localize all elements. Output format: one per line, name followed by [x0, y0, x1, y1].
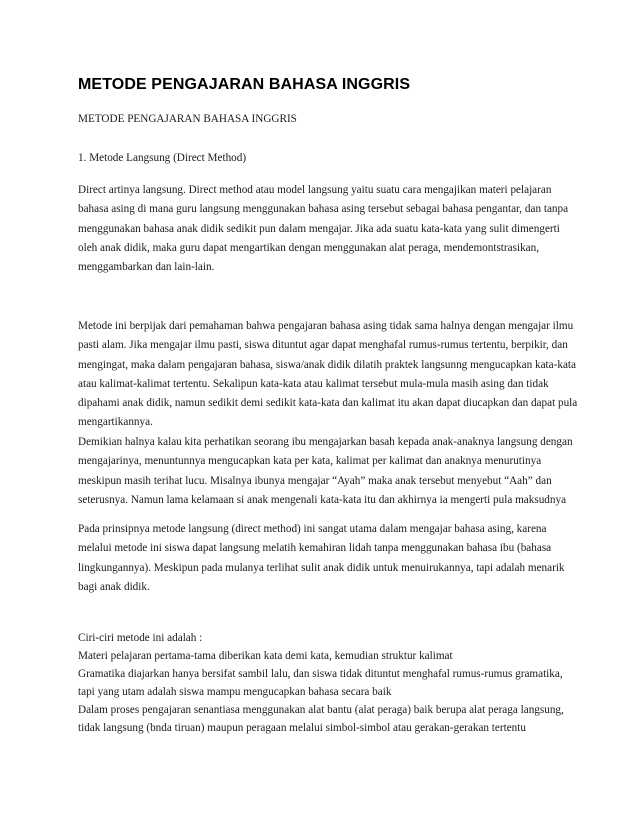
list-intro: Ciri-ciri metode ini adalah :	[78, 632, 203, 644]
section-heading: 1. Metode Langsung (Direct Method)	[78, 152, 247, 164]
paragraph: Demikian halnya kalau kita perhatikan seorang ibu mengajarkan basah kepada anak-anaknya langsung dengan mengajarinya, menuntunnya mengucapkan kata per kata, kalimat per kalimat dan anaknya menurutinya meskipun masih terihat lucu. Misalnya ibunya mengajar “Ayah” maka anak tersebut menyebut “Aah” dan seterusnya. Namun lama kelamaan si anak mengenali kata-kata itu dan akhirnya ia mengerti pula maksudnya	[78, 436, 573, 506]
document-title: METODE PENGAJARAN BAHASA INGGRIS	[78, 76, 411, 93]
list-item: Dalam proses pengajaran senantiasa menggunakan alat bantu (alat peraga) baik berupa alat peraga langsung, tidak langsung (bnda tiruan) maupun peragaan melalui simbol-simbol atau gerakan-gerakan tertentu	[78, 704, 564, 734]
list-item: Gramatika diajarkan hanya bersifat sambil lalu, dan siswa tidak dituntut menghafal rumus-rumus gramatika, tapi yang utam adalah siswa mampu mengucapkan bahasa secara baik	[78, 668, 563, 698]
characteristics-list	[78, 629, 578, 737]
paragraph: Direct artinya langsung. Direct method atau model langsung yaitu suatu cara mengajikan materi pelajaran bahasa asing di mana guru langsung menggunakan bahasa asing tersebut sebagai bahasa pengantar, dan tanpa menggunakan bahasa anak didik sedikit pun dalam mengajar. Jika ada suatu kata-kata yang sulit dimengerti oleh anak didik, maka guru dapat mengartikan dengan menggunakan alat peraga, mendemontstrasikan, menggambarkan dan lain-lain.	[78, 184, 569, 274]
paragraph: Metode ini berpijak dari pemahaman bahwa pengajaran bahasa asing tidak sama halnya dengan mengajar ilmu pasti alam. Jika mengajar ilmu pasti, siswa dituntut agar dapat menghafal rumus-rumus tertentu, berpikir, dan mengingat, maka dalam pengajaran bahasa, siswa/anak didik dilatih praktek langsunng mengucapkan kata-kata atau kalimat-kalimat tertentu. Sekalipun kata-kata atau kalimat tersebut mula-mula masih asing dan tidak dipahami anak didik, namun sedikit demi sedikit kata-kata dan kalimat itu akan dapat diucapkan dan dapat pula mengartikannya.	[78, 320, 578, 429]
document-subtitle: METODE PENGAJARAN BAHASA INGGRIS	[78, 113, 297, 125]
paragraph: Pada prinsipnya metode langsung (direct method) ini sangat utama dalam mengajar bahasa asing, karena melalui metode ini siswa dapat langsung melatih kemahiran lidah tanpa menggunakan bahasa ibu (bahasa lingkungannya). Meskipun pada mulanya terlihat sulit anak didik untuk menuirukannya, tapi adalah menarik bagi anak didik.	[78, 523, 565, 593]
list-item: Materi pelajaran pertama-tama diberikan kata demi kata, kemudian struktur kalimat	[78, 650, 453, 662]
